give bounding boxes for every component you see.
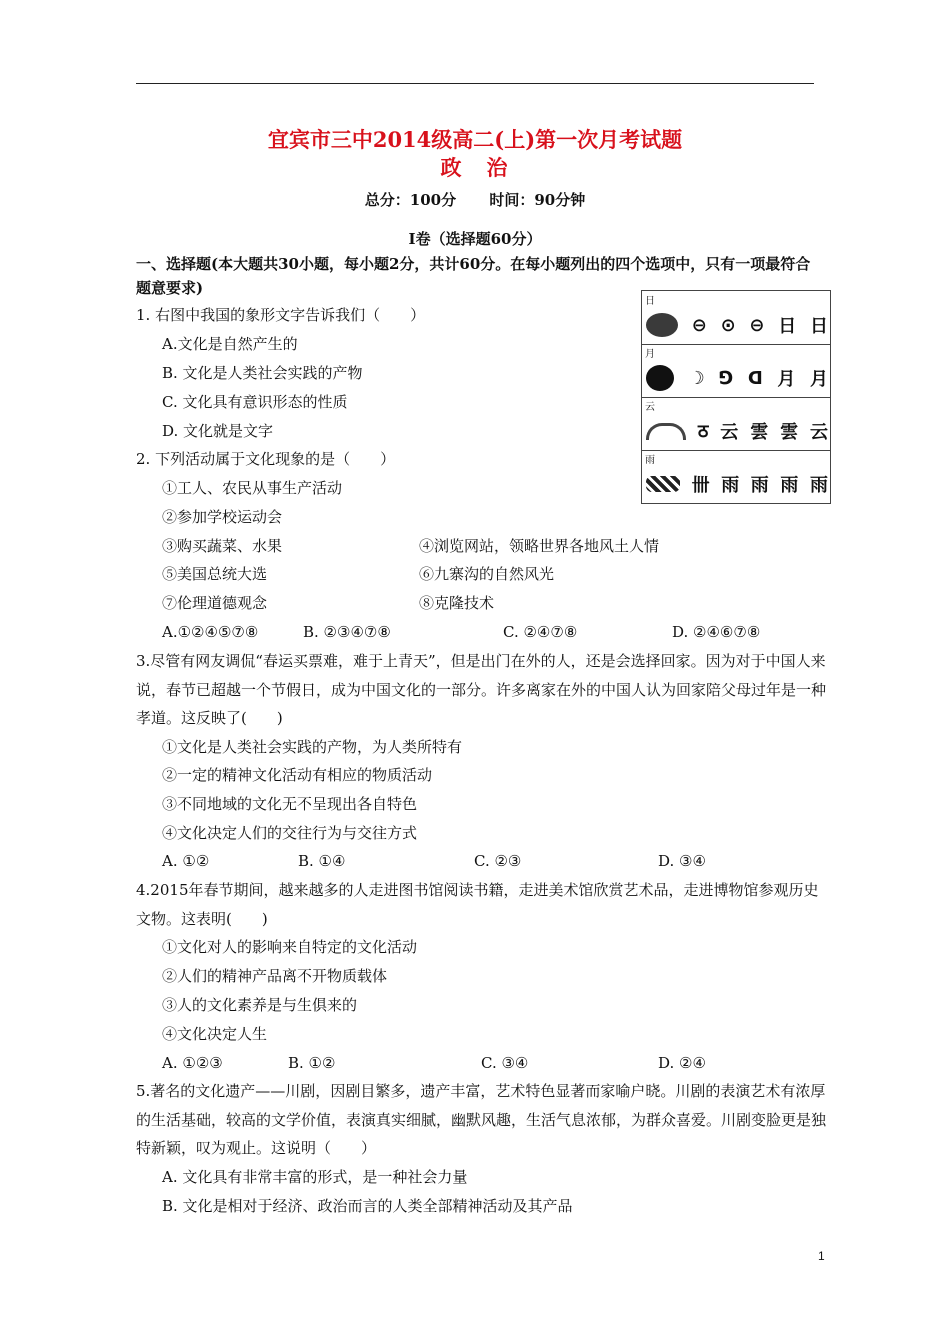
question-2-item: ⑧克隆技术 — [419, 594, 495, 612]
question-1-option: C. 文化具有意识形态的性质 — [162, 393, 348, 411]
question-3-option: C. ②③ — [474, 852, 522, 870]
section-heading: Ⅰ卷（选择题60分） — [408, 230, 542, 248]
sun-glyph: ⊖ — [691, 314, 707, 336]
exam-meta — [0, 189, 950, 210]
figure-row-cloud — [642, 397, 830, 451]
question-2-option: D. ②④⑥⑦⑧ — [672, 623, 761, 641]
moon-glyph: 月 — [777, 369, 796, 390]
total-score: 总分：100分 — [364, 191, 457, 209]
question-4-item: ③人的文化素养是与生俱来的 — [162, 996, 358, 1014]
figure-label: 月 — [645, 349, 655, 360]
rain-glyph: 雨 — [780, 475, 799, 496]
question-2-item: ③购买蔬菜、水果 — [162, 537, 283, 555]
rain-glyph: 雨 — [809, 475, 828, 496]
question-2-option: A.①②④⑤⑦⑧ — [162, 623, 259, 641]
question-4-item: ②人们的精神产品离不开物质载体 — [162, 967, 388, 985]
cloud-glyph: 云 — [720, 422, 739, 443]
question-2-item: ⑤美国总统大选 — [162, 565, 268, 583]
question-3-option: A. ①② — [162, 852, 210, 870]
question-1-option: B. 文化是人类社会实践的产物 — [162, 364, 363, 382]
moon-glyph: ⅁ — [719, 367, 734, 389]
question-2-item: ⑥九寨沟的自然风光 — [419, 565, 555, 583]
moon-pictograph-icon — [646, 365, 674, 391]
cloud-pictograph-icon — [646, 423, 686, 440]
question-3-item: ③不同地域的文化无不呈现出各自特色 — [162, 795, 418, 813]
question-4-option: C. ③④ — [481, 1054, 529, 1072]
question-2-item: ②参加学校运动会 — [162, 508, 283, 526]
question-2-stem: 2. 下列活动属于文化现象的是（ ） — [136, 450, 396, 468]
figure-row-sun — [642, 291, 830, 345]
question-2-item: ①工人、农民从事生产活动 — [162, 479, 343, 497]
figure-row-moon — [642, 344, 830, 398]
question-1-option: A.文化是自然产生的 — [162, 335, 298, 353]
cloud-glyph: 雲 — [780, 422, 799, 443]
question-4-stem: 4.2015年春节期间，越来越多的人走进图书馆阅读书籍，走进美术馆欣赏艺术品，走进博物馆参观历史文物。这表明( ) — [136, 881, 819, 928]
figure-label: 云 — [645, 402, 655, 413]
question-4-item: ①文化对人的影响来自特定的文化活动 — [162, 938, 418, 956]
question-1-stem: 1. 右图中我国的象形文字告诉我们（ ） — [136, 306, 426, 324]
cloud-glyph: ठ — [697, 421, 709, 442]
exam-subject: 政 治 — [440, 155, 510, 180]
question-5-option: A. 文化具有非常丰富的形式，是一种社会力量 — [162, 1168, 468, 1186]
figure-label: 雨 — [645, 455, 655, 466]
sun-glyph: ⊙ — [720, 314, 736, 336]
sun-glyph: 日 — [809, 316, 828, 337]
moon-glyph: 月 — [809, 369, 828, 390]
question-4-option: D. ②④ — [658, 1054, 706, 1072]
question-3-stem: 3.尽管有网友调侃“春运买票难，难于上青天”，但是出门在外的人，还是会选择回家。因为对于中国人来说，春节已超越一个节假日，成为中国文化的一部分。许多离家在外的中国人认为回家陪父母过年是一种孝道。这反映了( ) — [136, 652, 827, 728]
exam-title: 宜宾市三中2014级高二(上)第一次月考试题 — [267, 127, 683, 152]
page-number: 1 — [818, 1249, 825, 1263]
question-2-option: B. ②③④⑦⑧ — [303, 623, 391, 641]
figure-label: 日 — [645, 296, 655, 307]
moon-glyph: ☽ — [688, 367, 705, 389]
question-2-item: ⑦伦理道德观念 — [162, 594, 268, 612]
question-3-item: ②一定的精神文化活动有相应的物质活动 — [162, 766, 433, 784]
cloud-glyph: 雲 — [750, 422, 769, 443]
rain-glyph: 雨 — [750, 475, 769, 496]
question-3-option: B. ①④ — [298, 852, 346, 870]
section-instructions: 一、选择题(本大题共30小题，每小题2分，共计60分。在每小题列出的四个选项中，只有一项最符合题意要求) — [136, 255, 811, 297]
sun-glyph: 日 — [778, 316, 797, 337]
question-3-item: ①文化是人类社会实践的产物，为人类所特有 — [162, 738, 463, 756]
sun-pictograph-icon — [646, 313, 678, 337]
exam-time: 时间：90分钟 — [489, 191, 586, 209]
rain-glyph: 卌 — [691, 475, 710, 496]
figure-row-rain — [642, 450, 830, 503]
moon-glyph: ᗡ — [747, 367, 763, 389]
question-4-item: ④文化决定人生 — [162, 1025, 268, 1043]
question-1-option: D. 文化就是文字 — [162, 422, 274, 440]
question-5-stem: 5.著名的文化遗产——川剧，因剧目繁多，遗产丰富，艺术特色显著而家喻户晓。川剧的表演艺术有浓厚的生活基础，较高的文学价值，表演真实细腻，幽默风趣，生活气息浓郁，为群众喜爱。川剧变脸更是独特新颖，叹为观止。这说明（ ） — [136, 1082, 827, 1158]
top-rule — [136, 83, 814, 84]
question-4-option: A. ①②③ — [162, 1054, 223, 1072]
pictograph-figure — [641, 290, 831, 504]
rain-pictograph-icon — [646, 476, 680, 492]
rain-glyph: 雨 — [721, 475, 740, 496]
question-3-item: ④文化决定人们的交往行为与交往方式 — [162, 824, 418, 842]
question-2-option: C. ②④⑦⑧ — [503, 623, 578, 641]
question-2-item: ④浏览网站，领略世界各地风土人情 — [419, 537, 660, 555]
question-4-option: B. ①② — [288, 1054, 336, 1072]
cloud-glyph: 云 — [810, 422, 828, 443]
sun-glyph: ⊖ — [749, 314, 765, 336]
question-3-option: D. ③④ — [658, 852, 706, 870]
question-5-option: B. 文化是相对于经济、政治而言的人类全部精神活动及其产品 — [162, 1197, 573, 1215]
